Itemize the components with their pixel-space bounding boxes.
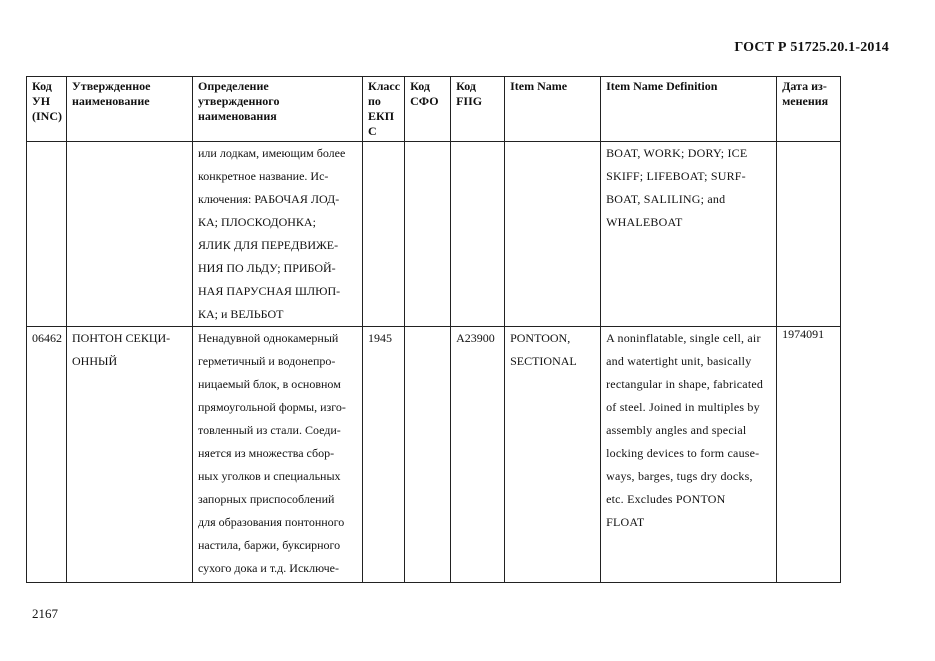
header-item-name [505, 77, 601, 142]
text-line: PONTOON, [510, 331, 571, 345]
cont-name-cell [67, 142, 193, 327]
text-line: или лодкам, имеющим более [198, 146, 346, 160]
text-line: товленный из стали. Соеди- [198, 423, 341, 437]
text-line: ЕКП [368, 109, 395, 123]
text-line: КА; ПЛОСКОДОНКА; [198, 215, 316, 229]
header-definition [193, 77, 363, 142]
text-line: Код [410, 79, 430, 93]
catalog-table [26, 76, 841, 583]
text-line: сухого дока и т.д. Исключе- [198, 561, 339, 575]
text-line: утвержденного [198, 94, 280, 108]
text-line: of steel. Joined in multiples by [606, 400, 760, 414]
header-fiig [451, 77, 505, 142]
cont-date-cell [777, 142, 841, 327]
text-line: герметичный и водонепро- [198, 354, 336, 368]
sfo-cell [405, 327, 451, 583]
text-line: locking devices to form cause- [606, 446, 760, 460]
text-line: Ненадувной однокамерный [198, 331, 339, 345]
text-line: ключения: РАБОЧАЯ ЛОД- [198, 192, 340, 206]
text-line: Дата из- [782, 79, 827, 93]
item-definition-cell [601, 327, 777, 583]
header-name [67, 77, 193, 142]
table-row [27, 142, 841, 327]
text-line: няется из множества сбор- [198, 446, 335, 460]
text-line: Определение [198, 79, 269, 93]
fiig-cell: A23900 [451, 327, 505, 583]
text-line: ных уголков и специальных [198, 469, 341, 483]
text-line: SECTIONAL [510, 354, 577, 368]
text-line: КА; и ВЕЛЬБОТ [198, 307, 284, 321]
text-line: для образования понтонного [198, 515, 345, 529]
cont-fiig-cell [451, 142, 505, 327]
page-number: 2167 [32, 606, 58, 621]
text-line: ПОНТОН СЕКЦИ- [72, 331, 171, 345]
header-sfo [405, 77, 451, 142]
cont-code-cell [27, 142, 67, 327]
text-line: Утвержденное [72, 79, 151, 93]
text-line: прямоугольной формы, изго- [198, 400, 346, 414]
text-line: наименование [72, 94, 150, 108]
text-line: SKIFF; LIFEBOAT; SURF- [606, 169, 746, 183]
text-line: Код [456, 79, 476, 93]
date-cell: 1974091 [777, 327, 841, 583]
text-line: Код [32, 79, 52, 93]
text-line: BOAT, WORK; DORY; ICE [606, 146, 748, 160]
text-line: FIIG [456, 94, 483, 108]
item-name-cell [505, 327, 601, 583]
text-line: настила, баржи, буксирного [198, 538, 341, 552]
text-line: etc. Excludes PONTON [606, 492, 726, 506]
text-line: НАЯ ПАРУСНАЯ ШЛЮП- [198, 284, 341, 298]
text-line: ways, barges, tugs dry docks, [606, 469, 753, 483]
header-class [363, 77, 405, 142]
catalog-table-wrapper [26, 76, 841, 583]
name-cell [67, 327, 193, 583]
text-line: WHALEBOAT [606, 215, 683, 229]
text-line: ОННЫЙ [72, 354, 118, 368]
table-header-row [27, 77, 841, 142]
header-item-definition [601, 77, 777, 142]
text-line: по [368, 94, 381, 108]
text-line: and watertight unit, basically [606, 354, 752, 368]
text-line: ницаемый блок, в основном [198, 377, 341, 391]
text-line: BOAT, SALILING; and [606, 192, 726, 206]
cont-item-name-cell [505, 142, 601, 327]
text-line: Item Name Definition [606, 79, 718, 93]
text-line: запорных приспособлений [198, 492, 335, 506]
text-line: конкретное название. Ис- [198, 169, 329, 183]
text-line: менения [782, 94, 829, 108]
cont-item-definition-cell [601, 142, 777, 327]
text-line: наименования [198, 109, 277, 123]
text-line: rectangular in shape, fabricated [606, 377, 764, 391]
cont-sfo-cell [405, 142, 451, 327]
header-code [27, 77, 67, 142]
cont-class-cell [363, 142, 405, 327]
text-line: A noninflatable, single cell, air [606, 331, 761, 345]
text-line: НИЯ ПО ЛЬДУ; ПРИБОЙ- [198, 261, 336, 275]
code-cell: 06462 [27, 327, 67, 583]
text-line: УН [32, 94, 51, 108]
definition-cell [193, 327, 363, 583]
text-line: ЯЛИК ДЛЯ ПЕРЕДВИЖЕ- [198, 238, 339, 252]
text-line: assembly angles and special [606, 423, 747, 437]
text-line: Item Name [510, 79, 568, 93]
text-line: (INC) [32, 109, 62, 123]
document-standard-title: ГОСТ Р 51725.20.1-2014 [734, 40, 889, 55]
text-line: FLOAT [606, 515, 645, 529]
text-line: Класс [368, 79, 401, 93]
text-line: СФО [410, 94, 439, 108]
class-cell: 1945 [363, 327, 405, 583]
cont-definition-cell [193, 142, 363, 327]
table-row [27, 327, 841, 583]
header-date [777, 77, 841, 142]
text-line: С [368, 124, 377, 138]
